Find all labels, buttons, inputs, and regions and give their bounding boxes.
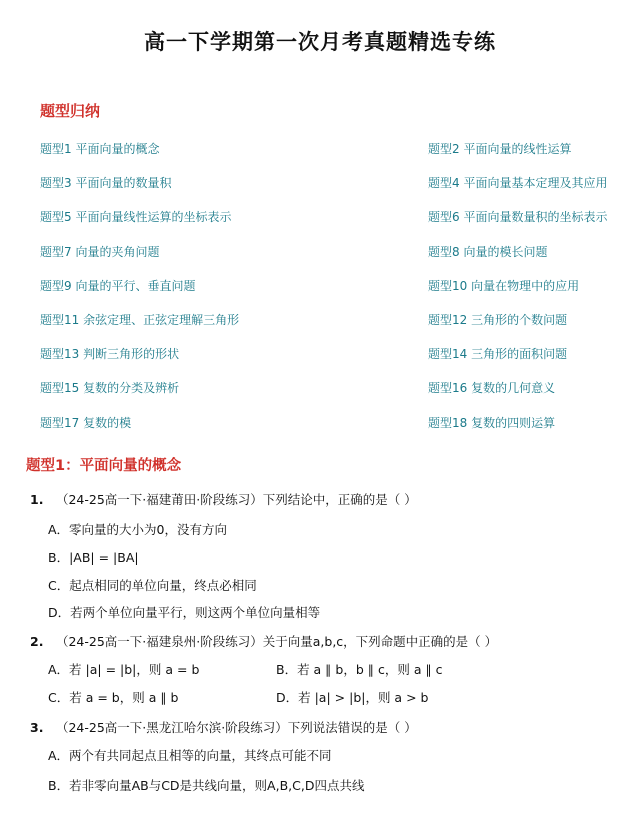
type-item-12[interactable]: 题型12 三角形的个数问题 <box>428 312 568 327</box>
type-row <box>40 174 608 208</box>
section1-heading: 题型1：平面向量的概念 <box>26 458 182 474</box>
type-item-8[interactable]: 题型8 向量的模长问题 <box>428 244 548 259</box>
summary-heading: 题型归纳 <box>40 102 101 120</box>
question-2 <box>30 632 497 650</box>
type-item-4[interactable]: 题型4 平面向量基本定理及其应用 <box>428 176 608 191</box>
type-item-17[interactable]: 题型17 复数的模 <box>40 415 132 430</box>
type-row <box>40 277 600 311</box>
question-stem: （24-25高一下·黑龙江哈尔滨·阶段练习）下列说法错误的是（ ） <box>55 720 417 735</box>
type-item-10[interactable]: 题型10 向量在物理中的应用 <box>428 278 580 293</box>
type-row <box>40 208 608 242</box>
question-1 <box>30 490 417 508</box>
type-item-3[interactable]: 题型3 平面向量的数量积 <box>40 176 172 191</box>
question-stem: （24-25高一下·福建莆田·阶段练习）下列结论中，正确的是（ ） <box>55 492 417 507</box>
question-3 <box>30 718 417 736</box>
type-item-9[interactable]: 题型9 向量的平行、垂直问题 <box>40 278 196 293</box>
q1-option-a: A．零向量的大小为0，没有方向 <box>48 522 228 537</box>
q1-option-b: B．|AB| = |BA| <box>48 550 139 565</box>
q1-option-d: D．若两个单位向量平行，则这两个单位向量相等 <box>48 605 321 620</box>
type-item-11[interactable]: 题型11 余弦定理、正弦定理解三角形 <box>40 312 240 327</box>
type-item-14[interactable]: 题型14 三角形的面积问题 <box>428 347 568 362</box>
type-item-5[interactable]: 题型5 平面向量线性运算的坐标表示 <box>40 210 232 225</box>
q2-option-d: D．若 |a| > |b|，则 a > b <box>276 690 429 705</box>
type-row <box>40 414 600 448</box>
q2-option-b: B．若 a ∥ b，b ∥ c，则 a ∥ c <box>276 662 443 677</box>
question-number: 1. <box>30 492 44 507</box>
type-item-6[interactable]: 题型6 平面向量数量积的坐标表示 <box>428 210 608 225</box>
q2-option-c: C．若 a = b，则 a ∥ b <box>48 690 179 705</box>
type-item-1[interactable]: 题型1 平面向量的概念 <box>40 142 160 156</box>
question-number: 2. <box>30 634 44 649</box>
type-item-7[interactable]: 题型7 向量的夹角问题 <box>40 244 160 259</box>
question-stem: （24-25高一下·福建泉州·阶段练习）关于向量a,b,c，下列命题中正确的是（ ） <box>55 634 498 649</box>
q1-option-c: C．起点相同的单位向量，终点必相同 <box>48 578 257 593</box>
type-row <box>40 379 600 413</box>
type-row <box>40 311 600 345</box>
question-number: 3. <box>30 720 44 735</box>
type-item-18[interactable]: 题型18 复数的四则运算 <box>428 415 556 430</box>
type-item-2[interactable]: 题型2 平面向量的线性运算 <box>428 142 572 156</box>
type-row <box>40 243 600 277</box>
type-item-16[interactable]: 题型16 复数的几何意义 <box>428 381 556 396</box>
q3-option-b: B．若非零向量AB与CD是共线向量，则A,B,C,D四点共线 <box>48 778 365 793</box>
type-item-15[interactable]: 题型15 复数的分类及辨析 <box>40 381 180 396</box>
type-item-13[interactable]: 题型13 判断三角形的形状 <box>40 347 180 362</box>
page-title: 高一下学期第一次月考真题精选专练 <box>144 30 496 54</box>
type-row <box>40 140 600 174</box>
type-index <box>40 140 608 448</box>
type-row <box>40 345 600 379</box>
q2-option-a: A．若 |a| = |b|，则 a = b <box>48 662 200 677</box>
q3-option-a: A．两个有共同起点且相等的向量，其终点可能不同 <box>48 748 332 763</box>
